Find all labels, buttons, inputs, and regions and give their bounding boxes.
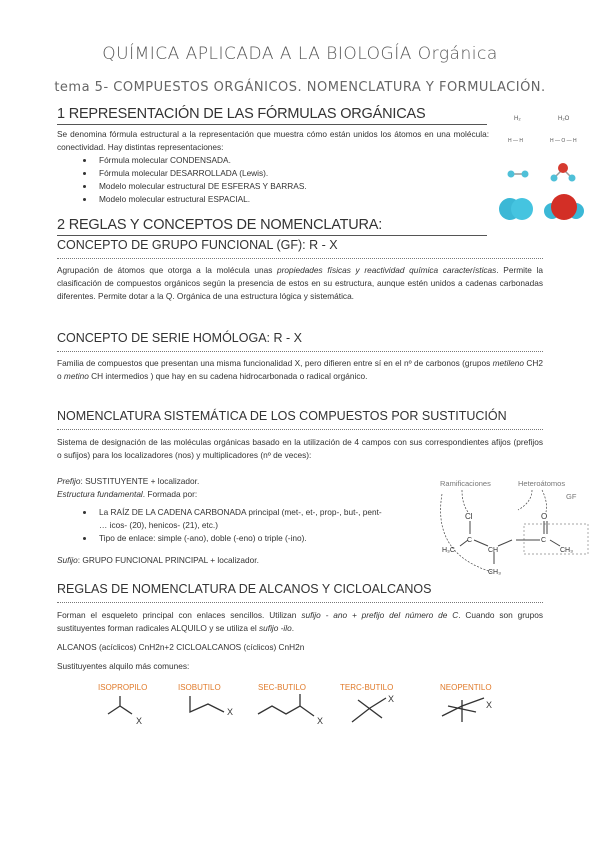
sec-butilo-x: X (317, 716, 324, 726)
representation-list (57, 154, 489, 206)
alc-heading: REGLAS DE NOMENCLATURA DE ALCANOS Y CICLOALCANOS (57, 582, 432, 596)
molecular-models-figure (490, 108, 595, 226)
alc-divider (57, 602, 543, 603)
section-2-heading: 2 REGLAS Y CONCEPTOS DE NOMENCLATURA: (57, 217, 383, 233)
svg-text:Cl: Cl (465, 512, 473, 521)
svg-text:H₃C: H₃C (442, 547, 455, 554)
ramificaciones-label: Ramificaciones (440, 479, 491, 488)
terc-butilo-skeleton (352, 698, 386, 722)
radical-terc-butilo-label: TERC-BUTILO (340, 683, 394, 692)
estructura-list (57, 506, 427, 545)
h2-developed: H — H (508, 138, 523, 144)
arrow-ram (462, 490, 468, 512)
h2o-label: H₂O (558, 116, 570, 122)
arrow-ram-ch3 (441, 494, 492, 572)
h2o-ball-stick (551, 163, 576, 182)
gf-label: GF (566, 492, 577, 501)
neopentilo-skeleton (442, 698, 484, 716)
gf-body: Agrupación de átomos que otorga a la molécula unas propiedades físicas y reactividad química características. Permite la clasificación de compuestos orgánicos según la presencia de estos en su estructura, aunque estén unidos a cadenas carbonadas diferentes. Permite dotar a la Q. Orgánica de una estructura lógica y sistemática. (57, 265, 544, 301)
section-1-heading: 1 REPRESENTACIÓN DE LAS FÓRMULAS ORGÁNICAS (57, 106, 426, 122)
page-title: QUÍMICA APLICADA A LA BIOLOGÍA Orgánica (102, 44, 498, 64)
radical-neopentilo-label: NEOPENTILO (440, 683, 492, 692)
radical-sec-butilo-label: SEC-BUTILO (258, 683, 307, 692)
neopentilo-x: X (486, 700, 493, 710)
h2-ball-stick (508, 171, 529, 178)
structure-diagram (432, 474, 592, 584)
isopropilo-x: X (136, 716, 143, 726)
terc-butilo-x: X (388, 694, 395, 704)
page-subtitle: tema 5- COMPUESTOS ORGÁNICOS. NOMENCLATURA Y FORMULACIÓN. (54, 80, 546, 95)
alc-sust: Sustituyentes alquilo más comunes: (57, 661, 190, 671)
isobutilo-skeleton (190, 696, 224, 712)
radical-isopropilo-label: ISOPROPILO (98, 683, 148, 692)
gf-box (524, 524, 588, 554)
isopropilo-skeleton (108, 706, 132, 714)
alkyl-radicals-figure (90, 680, 510, 740)
h2-space-filling (499, 198, 533, 220)
heteroatomos-label: Heteroátomos (518, 479, 566, 488)
serie-body: Familia de compuestos que presentan una misma funcionalidad X, pero difieren entre sí en el nº de carbonos (grupos metileno CH2 o metino CH intermedios ) que hay en su cadena hidrocarbonada o radical orgánico. (57, 358, 543, 381)
list-item: • La RAÍZ DE LA CADENA CARBONADA principal (met-, et-, prop-, but-, pent- … icos- (20), henicos- (21), etc.) (95, 506, 387, 532)
serie-heading: CONCEPTO DE SERIE HOMÓLOGA: R - X (57, 331, 302, 345)
nomen-divider (57, 429, 543, 430)
sec-butilo-skeleton (258, 706, 314, 716)
svg-text:CH₃: CH₃ (560, 547, 573, 554)
isobutilo-x: X (227, 707, 234, 717)
list-item: • Modelo molecular estructural DE ESFERAS Y BARRAS. (95, 180, 489, 193)
nomen-intro: Sistema de designación de las moléculas orgánicas basado en la utilización de 4 campos con sus correspondientes afijos (prefijos o sufijos) para los localizadores (nos) y multiplicadores (nº de veces): (57, 437, 543, 460)
svg-text:O: O (541, 512, 548, 521)
alc-formula: ALCANOS (acíclicos) CnH2n+2 CICLOALCANOS (cíclicos) CnH2n (57, 642, 305, 652)
alc-body: Forman el esqueleto principal con enlaces sencillos. Utilizan sufijo - ano + prefijo del número de C. Cuando son grupos sustituyentes forman radicales ALQUILO y se utiliza el sufijo -ilo. ALCANOS (acíclicos) CnH2n+2 CICLOALCANOS (cíclicos) CnH2n Sustituyentes alquilo más comunes: (57, 610, 544, 671)
list-item: • Fórmula molecular CONDENSADA. (95, 154, 489, 167)
h2-label: H₂ (514, 116, 521, 122)
section-1-intro: Se denomina fórmula estructural a la representación que muestra cómo están unidos los átomos en una molécula: conectividad. Hay distintas representaciones: (57, 129, 489, 152)
section-1-body (57, 128, 489, 206)
list-item: • Modelo molecular estructural ESPACIAL. (95, 193, 489, 206)
section-1-rule (57, 124, 487, 125)
h2o-space-filling (544, 194, 584, 220)
arrow-het-cl (518, 490, 532, 510)
radical-isobutilo-label: ISOBUTILO (178, 683, 221, 692)
section-2-rule (57, 235, 487, 236)
serie-divider (57, 351, 543, 352)
list-item: • Fórmula molecular DESARROLLADA (Lewis). (95, 167, 489, 180)
nomen-fields: Prefijo: SUSTITUYENTE + localizador. Estructura fundamental. Formada por: • La RAÍZ DE LA CADENA CARBONADA principal (met-, et-, prop-, but-, pent- … icos- (20), henicos- (21), etc.) • Tipo de enlace: simple (-ano), doble (-eno) o triple (-ino). Sufijo: GRUPO FUNCIONAL PRINCIPAL + localizador. (57, 475, 427, 567)
h2o-developed: H — O — H (550, 138, 577, 144)
svg-text:CH: CH (488, 547, 499, 554)
gf-divider (57, 258, 543, 259)
svg-text:C: C (467, 537, 473, 544)
arrow-het-o (542, 490, 547, 512)
svg-text:CH₃: CH₃ (488, 569, 501, 576)
nomen-heading: NOMENCLATURA SISTEMÁTICA DE LOS COMPUESTOS POR SUSTITUCIÓN (57, 409, 507, 423)
gf-heading: CONCEPTO DE GRUPO FUNCIONAL (GF): R - X (57, 238, 338, 252)
list-item: • Tipo de enlace: simple (-ano), doble (-eno) o triple (-ino). (95, 532, 387, 545)
svg-text:C: C (541, 537, 547, 544)
